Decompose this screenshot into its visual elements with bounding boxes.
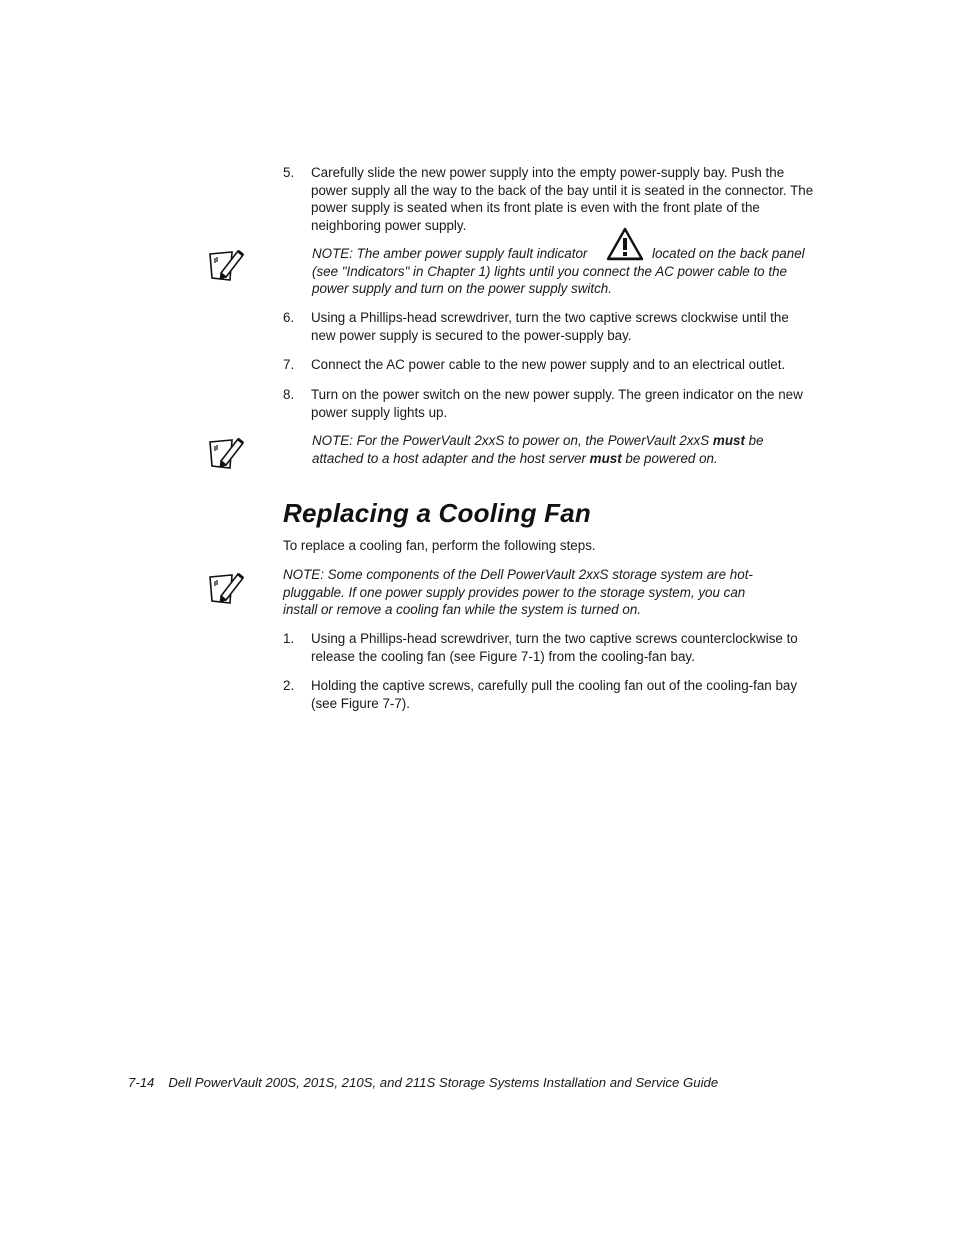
- step-number: 8.: [283, 387, 295, 402]
- note-pencil-icon: [207, 568, 247, 608]
- section-heading: Replacing a Cooling Fan: [283, 498, 591, 528]
- note-pencil-icon: [207, 433, 247, 473]
- step-number: 6.: [283, 310, 295, 325]
- step-text: Using a Phillips-head screwdriver, turn the two captive screws counterclockwise to release the cooling fan (see Figure 7-1) from the cooling-fan bay.: [311, 631, 798, 664]
- note-text: located on the back panel: [652, 246, 805, 261]
- warning-triangle-icon: [606, 227, 644, 261]
- note-power-on: [312, 432, 802, 467]
- note-text: NOTE: For the PowerVault 2xxS to power on, the PowerVault 2xxS: [312, 433, 713, 448]
- step-text: Turn on the power switch on the new power supply. The green indicator on the new power supply lights up.: [311, 387, 803, 420]
- page-footer: [128, 1074, 718, 1092]
- note-power-fault: [312, 245, 817, 298]
- page-number: 7-14: [128, 1075, 155, 1090]
- note-hot-pluggable: NOTE: Some components of the Dell PowerVault 2xxS storage system are hot-pluggable. If one power supply provides power to the storage system, you can install or remove a cooling fan while the system is turned on.: [283, 567, 753, 617]
- note-text: be attached to a host adapter and the host server: [312, 433, 764, 466]
- note-text: NOTE: The amber power supply fault indicator: [312, 246, 588, 261]
- step-text: Connect the AC power cable to the new power supply and to an electrical outlet.: [311, 357, 786, 372]
- step-text: Carefully slide the new power supply into the empty power-supply bay. Push the power supply all the way to the back of the bay until it is seated in the connector. The power supply is seated when its front plate is even with the front plate of the neighboring power supply.: [311, 165, 814, 233]
- note-text: be powered on.: [621, 450, 718, 466]
- intro-text: To replace a cooling fan, perform the following steps.: [283, 538, 596, 553]
- step-number: 7.: [283, 357, 295, 372]
- step-text: Holding the captive screws, carefully pull the cooling fan out of the cooling-fan bay (see Figure 7-7).: [311, 678, 798, 711]
- note-pencil-icon: [207, 245, 247, 285]
- step-number: 5.: [283, 165, 295, 180]
- step-number: 1.: [283, 631, 295, 646]
- step-number: 2.: [283, 678, 295, 693]
- book-title: Dell PowerVault 200S, 201S, 210S, and 211S Storage Systems Installation and Service Guide: [168, 1075, 719, 1090]
- note-text: (see "Indicators" in Chapter 1) lights until you connect the AC power cable to the power supply and turn on the power supply switch.: [312, 263, 787, 296]
- note-emphasis: must: [712, 433, 745, 448]
- step-text: Using a Phillips-head screwdriver, turn the two captive screws clockwise until the new power supply is secured to the power-supply bay.: [311, 310, 789, 343]
- note-emphasis: must: [589, 450, 622, 466]
